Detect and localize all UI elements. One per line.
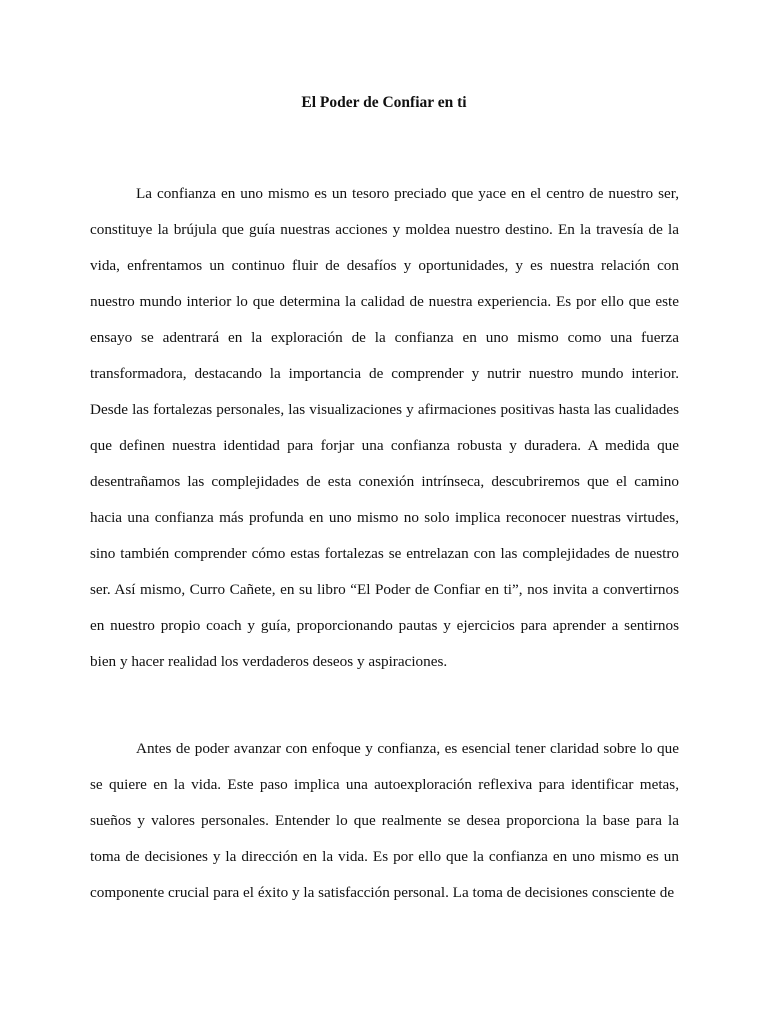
paragraph-2: Antes de poder avanzar con enfoque y confianza, es esencial tener claridad sobre lo que se quiere en la vida. Este paso implica una autoexploración reflexiva para identificar metas, sueños y valores personales. Entender lo que realmente se desea proporciona la base para la toma de decisiones y la dirección en la vida. Es por ello que la confianza en uno mismo es un componente crucial para el éxito y la satisfacción personal. La toma de decisiones consciente de [90, 740, 679, 901]
document-title: El Poder de Confiar en ti [301, 94, 467, 111]
paragraph-1: La confianza en uno mismo es un tesoro preciado que yace en el centro de nuestro ser, constituye la brújula que guía nuestras acciones y moldea nuestro destino. En la travesía de la vida, enfrentamos un continuo fluir de desafíos y oportunidades, y es nuestra relación con nuestro mundo interior lo que determina la calidad de nuestra experiencia. Es por ello que este ensayo se adentrará en la exploración de la confianza en uno mismo como una fuerza transformadora, destacando la importancia de comprender y nutrir nuestro mundo interior. Desde las fortalezas personales, las visualizaciones y afirmaciones positivas hasta las cualidades que definen nuestra identidad para forjar una confianza robusta y duradera. A medida que desentrañamos las complejidades de esta conexión intrínseca, descubriremos que el camino hacia una confianza más profunda en uno mismo no solo implica reconocer nuestras virtudes, sino también comprender cómo estas fortalezas se entrelazan con las complejidades de nuestro ser. Así mismo, Curro Cañete, en su libro “El Poder de Confiar en ti”, nos invita a convertirnos en nuestro propio coach y guía, proporcionando pautas y ejercicios para aprender a sentirnos bien y hacer realidad los verdaderos deseos y aspiraciones. [90, 185, 679, 670]
